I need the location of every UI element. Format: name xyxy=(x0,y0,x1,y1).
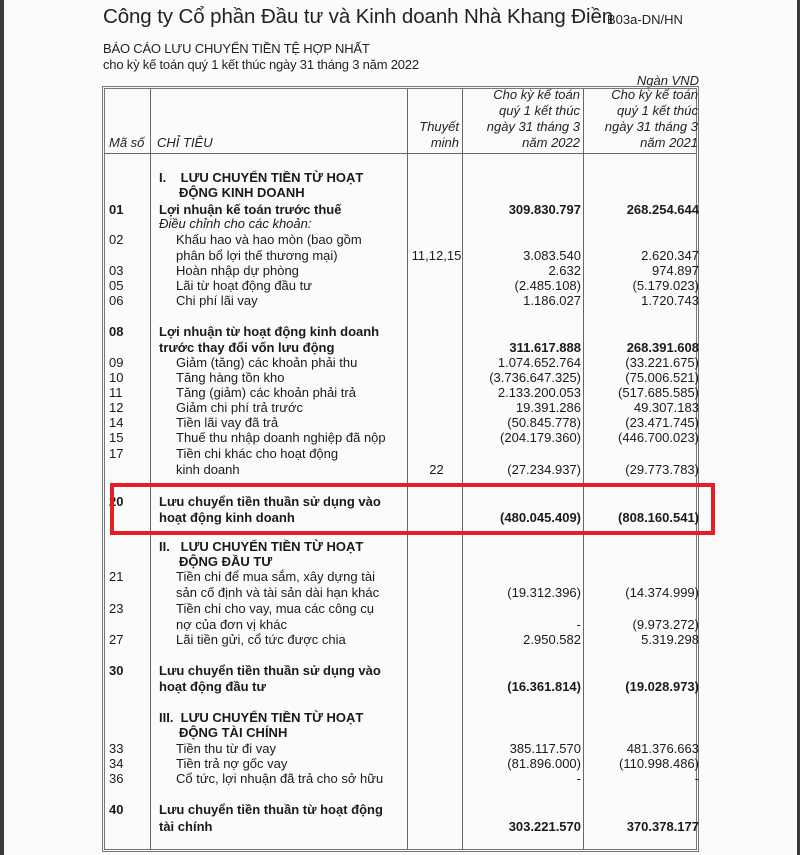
row-code: 09 xyxy=(109,355,124,370)
value-2022: (16.361.814) xyxy=(507,679,581,694)
value-2021: (808.160.541) xyxy=(618,510,699,525)
section-1-title: I. LƯU CHUYỂN TIỀN TỪ HOẠT xyxy=(159,170,364,185)
value-2021: (29.773.783) xyxy=(625,462,699,477)
row-label: Thuế thu nhập doanh nghiệp đã nộp xyxy=(176,430,386,445)
value-2022: (2.485.108) xyxy=(514,278,581,293)
section-2-title: II. LƯU CHUYỂN TIỀN TỪ HOẠT xyxy=(159,539,364,554)
row-code: 15 xyxy=(109,430,124,445)
header-2021-l4: năm 2021 xyxy=(640,135,698,150)
value-2021: (446.700.023) xyxy=(618,430,699,445)
row-label: Khấu hao và hao mòn (bao gồm xyxy=(176,232,362,247)
value-2022: (19.312.396) xyxy=(507,585,581,600)
row-code: 40 xyxy=(109,802,124,817)
header-2022-l2: quý 1 kết thúc xyxy=(499,103,580,118)
header-2022-l3: ngày 31 tháng 3 xyxy=(486,119,580,134)
row-note: 11,12,15 xyxy=(411,248,462,263)
row-label: Tiền thu từ đi vay xyxy=(176,741,276,756)
row-code: 05 xyxy=(109,278,124,293)
header-2021: Cho kỳ kế toán xyxy=(611,87,698,102)
value-2022: (3.736.647.325) xyxy=(489,370,581,385)
header-note-l2: minh xyxy=(430,135,459,150)
value-2021: (14.374.999) xyxy=(625,585,699,600)
table-row xyxy=(105,663,696,679)
table-row xyxy=(105,232,696,248)
table-row xyxy=(105,216,696,232)
row-code: 06 xyxy=(109,293,124,308)
section-heading xyxy=(105,710,696,726)
value-2022: 309.830.797 xyxy=(508,202,581,217)
row-label: Chi phí lãi vay xyxy=(176,293,258,308)
row-label: Giảm (tăng) các khoản phải thu xyxy=(176,355,358,370)
row-label: Lưu chuyển tiền thuần sử dụng vào xyxy=(159,663,381,678)
row-label: Hoàn nhập dự phòng xyxy=(176,263,299,278)
table-row xyxy=(105,617,699,633)
table-row xyxy=(105,324,696,340)
section-heading xyxy=(105,185,696,201)
value-2022: 303.221.570 xyxy=(508,819,581,834)
row-label: Tiền chi cho vay, mua các công cụ xyxy=(176,601,374,616)
section-2-title-l2: ĐỘNG ĐẦU TƯ xyxy=(179,554,273,569)
section-3-title: III. LƯU CHUYỂN TIỀN TỪ HOẠT xyxy=(159,710,364,725)
table-row xyxy=(105,802,696,818)
value-2021: (110.998.486) xyxy=(619,756,699,771)
value-2021: 49.307.183 xyxy=(633,400,699,415)
table-row xyxy=(105,263,699,279)
header-divider xyxy=(105,153,696,154)
table-row xyxy=(105,370,699,386)
value-2021: 481.376.663 xyxy=(626,741,699,756)
row-code: 33 xyxy=(109,741,124,756)
table-row xyxy=(105,385,699,401)
row-label: hoạt động đầu tư xyxy=(159,679,266,694)
cash-flow-table xyxy=(102,86,699,852)
table-row xyxy=(105,293,699,309)
header-item: CHỈ TIÊU xyxy=(157,135,213,150)
value-2021: (75.006.521) xyxy=(625,370,699,385)
value-2021: (23.471.745) xyxy=(625,415,699,430)
highlight-box xyxy=(110,483,715,535)
report-title: BÁO CÁO LƯU CHUYỂN TIỀN TỆ HỢP NHẤT xyxy=(103,41,370,56)
row-code: 36 xyxy=(109,771,124,786)
value-2021: 974.897 xyxy=(652,263,699,278)
row-label: hoạt động kinh doanh xyxy=(159,510,295,525)
value-2022: (480.045.409) xyxy=(500,510,581,525)
value-2022: 3.083.540 xyxy=(523,248,581,263)
row-label: Lợi nhuận kế toán trước thuế xyxy=(159,202,342,217)
row-code: 01 xyxy=(109,202,124,217)
section-heading xyxy=(105,554,696,570)
row-code: 10 xyxy=(109,370,124,385)
row-label: Lưu chuyển tiền thuần từ hoạt động xyxy=(159,802,383,817)
value-2022: 2.950.582 xyxy=(523,632,581,647)
value-2022: (50.845.778) xyxy=(507,415,581,430)
table-row xyxy=(105,679,699,695)
table-row xyxy=(105,569,696,585)
value-2021: 1.720.743 xyxy=(641,293,699,308)
row-label: Lưu chuyển tiền thuần sử dụng vào xyxy=(159,494,381,509)
value-2022: (204.179.360) xyxy=(500,430,581,445)
row-code: 20 xyxy=(109,494,124,509)
table-row xyxy=(105,446,696,462)
table-row xyxy=(105,462,699,478)
row-label: Tiền chi để mua sắm, xây dựng tài xyxy=(176,569,375,584)
section-1-title-l2: ĐỘNG KINH DOANH xyxy=(179,185,305,200)
row-label: sản cố định và tài sản dài hạn khác xyxy=(176,585,380,600)
header-2022-l4: năm 2022 xyxy=(522,135,580,150)
company-name: Công ty Cổ phần Đầu tư và Kinh doanh Nhà Khang Điền xyxy=(103,5,614,28)
header-2021-l2: quý 1 kết thúc xyxy=(617,103,698,118)
table-row xyxy=(105,248,699,264)
row-code: 17 xyxy=(109,446,124,461)
report-subtitle: cho kỳ kế toán quý 1 kết thúc ngày 31 tháng 3 năm 2022 xyxy=(103,57,419,72)
table-row xyxy=(105,585,699,601)
value-2021: (9.973.272) xyxy=(632,617,699,632)
value-2021: 2.620.347 xyxy=(641,248,699,263)
row-note: 22 xyxy=(429,462,444,477)
row-label: Cổ tức, lợi nhuận đã trả cho sở hữu xyxy=(176,771,384,786)
value-2022: 2.133.200.053 xyxy=(497,385,581,400)
row-code: 27 xyxy=(109,632,124,647)
row-code: 30 xyxy=(109,663,124,678)
table-row xyxy=(105,278,699,294)
row-code: 14 xyxy=(109,415,124,430)
table-row xyxy=(105,415,699,431)
value-2021: 268.254.644 xyxy=(626,202,699,217)
value-2022: 2.632 xyxy=(548,263,581,278)
row-label: Lãi tiền gửi, cổ tức được chia xyxy=(176,632,346,647)
row-label: phân bổ lợi thế thương mại) xyxy=(176,248,338,263)
value-2021: 268.391.608 xyxy=(626,340,699,355)
table-row xyxy=(105,756,699,772)
document-page xyxy=(4,0,797,855)
header-2022: Cho kỳ kế toán xyxy=(493,87,580,102)
table-row xyxy=(105,355,699,371)
value-2021: (33.221.675) xyxy=(625,355,699,370)
section-heading xyxy=(105,539,696,555)
value-2021: 5.319.298 xyxy=(641,632,699,647)
row-code: 23 xyxy=(109,601,124,616)
table-row xyxy=(105,632,699,648)
form-code: B03a-DN/HN xyxy=(607,12,683,27)
row-code: 03 xyxy=(109,263,124,278)
row-label: kinh doanh xyxy=(176,462,240,477)
row-label: Tiền chi khác cho hoạt động xyxy=(176,446,339,461)
row-code: 34 xyxy=(109,756,124,771)
row-code: 21 xyxy=(109,569,124,584)
value-2022: - xyxy=(576,617,581,632)
row-label: Tiền lãi vay đã trả xyxy=(176,415,279,430)
table-row xyxy=(105,741,699,757)
header-code: Mã số xyxy=(109,135,145,150)
section-3-title-l2: ĐỘNG TÀI CHÍNH xyxy=(179,725,288,740)
table-row xyxy=(105,400,699,416)
value-2022: 385.117.570 xyxy=(509,741,581,756)
value-2021: (19.028.973) xyxy=(625,679,699,694)
table-row xyxy=(105,819,699,835)
header-2021-l3: ngày 31 tháng 3 xyxy=(604,119,698,134)
section-heading xyxy=(105,170,696,186)
row-label: Lợi nhuận từ hoạt động kinh doanh xyxy=(159,324,380,339)
row-code: 02 xyxy=(109,232,124,247)
value-2021: - xyxy=(694,771,699,786)
row-code: 12 xyxy=(109,400,124,415)
row-label: tài chính xyxy=(159,819,213,834)
currency-unit: Ngàn VND xyxy=(636,73,699,88)
value-2022: 1.074.652.764 xyxy=(497,355,581,370)
row-label: Tăng hàng tồn kho xyxy=(176,370,285,385)
value-2021: 370.378.177 xyxy=(626,819,699,834)
header-note: Thuyết xyxy=(419,119,459,134)
table-row xyxy=(105,430,699,446)
table-row xyxy=(105,601,696,617)
table-row xyxy=(105,771,699,787)
value-2022: 19.391.286 xyxy=(515,400,581,415)
section-heading xyxy=(105,725,696,741)
row-label: nợ của đơn vị khác xyxy=(176,617,287,632)
value-2022: - xyxy=(576,771,581,786)
value-2021: (5.179.023) xyxy=(632,278,699,293)
table-row xyxy=(105,340,699,356)
row-label: Điều chỉnh cho các khoản: xyxy=(159,216,312,231)
value-2022: (81.896.000) xyxy=(507,756,581,771)
row-label: trước thay đổi vốn lưu động xyxy=(159,340,335,355)
row-label: Giảm chi phí trả trước xyxy=(176,400,304,415)
row-code: 11 xyxy=(109,385,123,400)
value-2022: 1.186.027 xyxy=(523,293,581,308)
row-label: Tăng (giảm) các khoản phải trả xyxy=(176,385,356,400)
value-2022: 311.617.888 xyxy=(509,340,581,355)
row-label: Tiền trả nợ gốc vay xyxy=(176,756,288,771)
value-2022: (27.234.937) xyxy=(507,462,581,477)
row-code: 08 xyxy=(109,324,124,339)
value-2021: (517.685.585) xyxy=(618,385,699,400)
row-label: Lãi từ hoạt động đầu tư xyxy=(176,278,312,293)
